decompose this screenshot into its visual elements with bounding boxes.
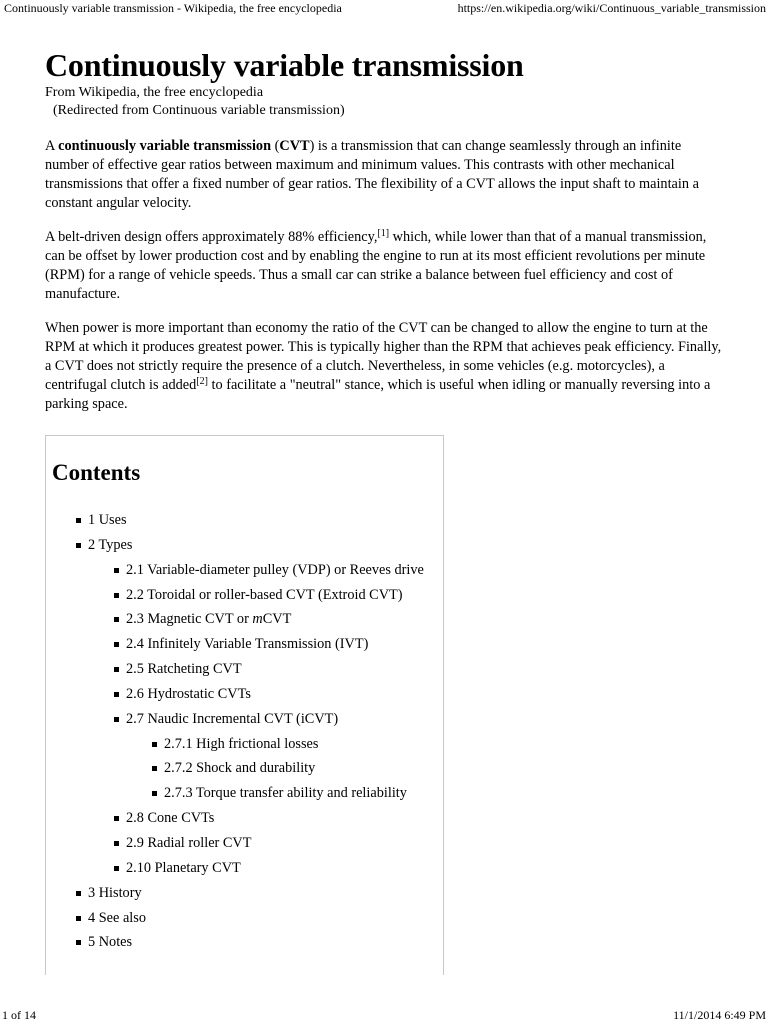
bullet-icon <box>114 717 119 722</box>
toc-item-types[interactable]: 2 Types <box>46 533 443 558</box>
bullet-icon <box>76 891 81 896</box>
bullet-icon <box>76 543 81 548</box>
article-subtitle: From Wikipedia, the free encyclopedia <box>45 85 264 100</box>
intro-paragraph-2: A belt-driven design offers approximately 88% efficiency,[1] which, while lower than that of a manual transmission, can be offset by lower production cost and by enabling the engine to run at its most efficient revolutions per minute (RPM) for a range of vehicle speeds. Thus a small car can strike a balance between fuel efficiency and cost of manufacture. <box>45 228 707 302</box>
bullet-icon <box>152 742 157 747</box>
toc-item-hydrostatic[interactable]: 2.6 Hydrostatic CVTs <box>46 682 443 707</box>
bullet-icon <box>114 692 119 697</box>
table-of-contents <box>45 435 444 975</box>
toc-item-frictional-losses[interactable]: 2.7.1 High frictional losses <box>46 732 443 757</box>
bullet-icon <box>114 642 119 647</box>
bullet-icon <box>76 940 81 945</box>
bullet-icon <box>114 841 119 846</box>
intro-paragraph-1: A continuously variable transmission (CVT) is a transmission that can change seamlessly through an infinite number of effective gear ratios between maximum and minimum values. This contrasts with other mechanical transmissions that offer a fixed number of gear ratios. The flexibility of a CVT allows the input shaft to maintain a constant angular velocity. <box>45 138 699 211</box>
bullet-icon <box>152 791 157 796</box>
toc-item-magnetic[interactable]: 2.3 Magnetic CVT or mCVT <box>46 607 443 632</box>
bullet-icon <box>114 866 119 871</box>
toc-item-notes[interactable]: 5 Notes <box>46 930 443 955</box>
print-footer-timestamp: 11/1/2014 6:49 PM <box>673 1008 766 1022</box>
abbr-bold: CVT <box>279 138 310 154</box>
toc-title: Contents <box>52 460 141 485</box>
print-header-title: Continuously variable transmission - Wikipedia, the free encyclopedia <box>4 1 342 15</box>
toc-item-toroidal[interactable]: 2.2 Toroidal or roller-based CVT (Extroid CVT) <box>46 583 443 608</box>
toc-item-radial-roller[interactable]: 2.9 Radial roller CVT <box>46 831 443 856</box>
bullet-icon <box>114 667 119 672</box>
reference-link-2[interactable]: [2] <box>196 376 208 387</box>
print-footer-page-count: 1 of 14 <box>2 1008 36 1022</box>
redirect-note: (Redirected from Continuous variable transmission) <box>53 103 345 118</box>
term-bold: continuously variable transmission <box>58 138 272 154</box>
bullet-icon <box>114 617 119 622</box>
bullet-icon <box>152 766 157 771</box>
reference-link-1[interactable]: [1] <box>377 228 390 239</box>
bullet-icon <box>76 916 81 921</box>
bullet-icon <box>114 568 119 573</box>
toc-item-ivt[interactable]: 2.4 Infinitely Variable Transmission (IVT) <box>46 632 443 657</box>
toc-item-naudic[interactable]: 2.7 Naudic Incremental CVT (iCVT) <box>46 707 443 732</box>
toc-item-ratcheting[interactable]: 2.5 Ratcheting CVT <box>46 657 443 682</box>
toc-item-shock-durability[interactable]: 2.7.2 Shock and durability <box>46 756 443 781</box>
article-body <box>45 46 725 414</box>
toc-item-cone[interactable]: 2.8 Cone CVTs <box>46 806 443 831</box>
toc-item-see-also[interactable]: 4 See also <box>46 906 443 931</box>
intro-paragraph-3: When power is more important than economy the ratio of the CVT can be changed to allow the engine to turn at the RPM at which it produces greatest power. This is typically higher than the RPM that achieves peak efficiency. Finally, a CVT does not strictly require the presence of a clutch. Nevertheless, in some vehicles (e.g. motorcycles), a centrifugal clutch is added[2] to facilitate a "neutral" stance, which is useful when idling or manually reversing into a parking space. <box>45 320 722 412</box>
toc-item-history[interactable]: 3 History <box>46 881 443 906</box>
bullet-icon <box>114 593 119 598</box>
toc-item-planetary[interactable]: 2.10 Planetary CVT <box>46 856 443 881</box>
print-header-url: https://en.wikipedia.org/wiki/Continuous_variable_transmission <box>457 1 766 15</box>
toc-list <box>46 508 443 955</box>
toc-item-uses[interactable]: 1 Uses <box>46 508 443 533</box>
toc-item-vdp[interactable]: 2.1 Variable-diameter pulley (VDP) or Reeves drive <box>46 558 443 583</box>
bullet-icon <box>114 816 119 821</box>
bullet-icon <box>76 518 81 523</box>
toc-item-torque-transfer[interactable]: 2.7.3 Torque transfer ability and reliability <box>46 781 443 806</box>
article-title: Continuously variable transmission <box>45 47 524 83</box>
